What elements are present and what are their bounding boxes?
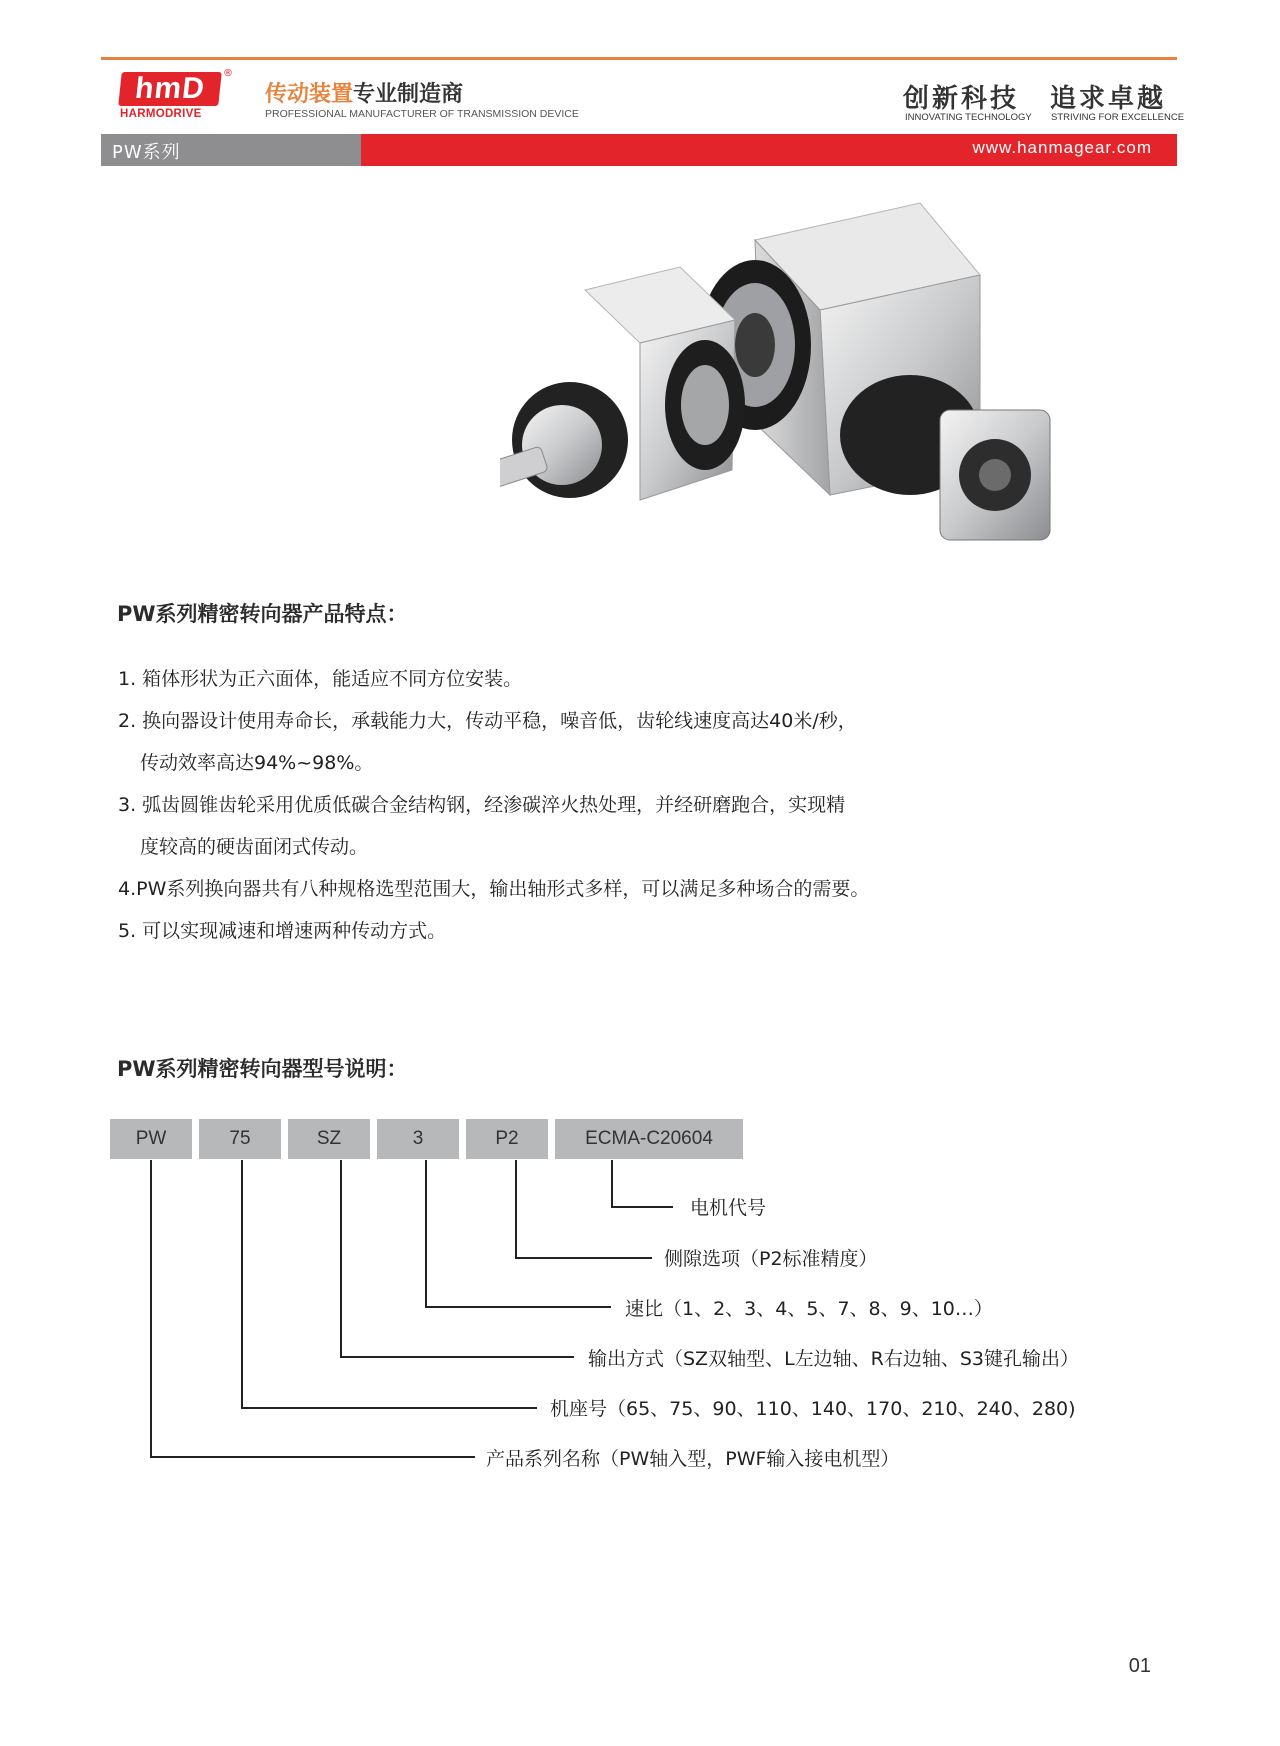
code-box-ratio: 3	[377, 1119, 459, 1159]
slogan-excellence-en: STRIVING FOR EXCELLENCE	[1051, 112, 1185, 123]
connector-output-v	[340, 1160, 342, 1357]
label-output-type: 输出方式（SZ双轴型、L左边轴、R右边轴、S3键孔输出）	[588, 1348, 1080, 1370]
gearbox-product-image	[500, 195, 1080, 565]
logo-wordmark: HARMODRIVE	[120, 108, 202, 120]
feature-3: 3. 弧齿圆锥齿轮采用优质低碳合金结构钢，经渗碳淬火热处理，并经研磨跑合，实现精	[118, 794, 846, 816]
feature-5: 5. 可以实现减速和增速两种传动方式。	[118, 920, 447, 942]
slogan-excellence: 追求卓越	[1050, 84, 1167, 114]
large-gearbox	[699, 203, 1050, 540]
label-motor-code: 电机代号	[690, 1197, 767, 1219]
connector-output-h	[340, 1356, 574, 1358]
connector-motor-v	[611, 1160, 613, 1207]
connector-series-h	[150, 1456, 475, 1458]
header-top-rule	[101, 57, 1177, 60]
logo-mark: hmD	[118, 72, 222, 106]
model-title: PW系列精密转向器型号说明：	[117, 1057, 408, 1081]
tagline-cn-part1: 传动装置	[265, 82, 354, 107]
feature-2-cont: 传动效率高达94%~98%。	[140, 752, 374, 774]
label-backlash: 侧隙选项（P2标准精度）	[664, 1248, 878, 1270]
feature-2: 2. 换向器设计使用寿命长，承载能力大，传动平稳，噪音低，齿轮线速度高达40米/秒，	[118, 710, 857, 732]
connector-frame-v	[241, 1160, 243, 1408]
feature-4: 4.PW系列换向器共有八种规格选型范围大，输出轴形式多样，可以满足多种场合的需要。	[118, 878, 870, 900]
connector-motor-h	[611, 1206, 673, 1208]
brand-logo	[120, 68, 233, 124]
slogan-innovation-en: INNOVATING TECHNOLOGY	[905, 112, 1032, 123]
label-ratio: 速比（1、2、3、4、5、7、8、9、10…）	[625, 1298, 993, 1320]
connector-ratio-v	[425, 1160, 427, 1307]
tagline-cn-part2: 专业制造商	[353, 82, 464, 107]
label-series-name: 产品系列名称（PW轴入型，PWF输入接电机型）	[486, 1448, 900, 1470]
feature-1: 1. 箱体形状为正六面体，能适应不同方位安装。	[118, 668, 523, 690]
code-box-backlash: P2	[466, 1119, 548, 1159]
registered-mark-icon: ®	[223, 68, 233, 79]
small-gearbox	[500, 267, 745, 500]
website-url[interactable]: www.hanmagear.com	[972, 138, 1152, 157]
label-frame-size: 机座号（65、75、90、110、140、170、210、240、280)	[550, 1398, 1076, 1420]
page-number: 01	[1128, 1655, 1151, 1677]
connector-backlash-v	[515, 1160, 517, 1258]
tagline-cn	[265, 77, 463, 108]
connector-ratio-h	[425, 1306, 611, 1308]
code-box-motor: ECMA-C20604	[555, 1119, 743, 1159]
code-box-frame-size: 75	[199, 1119, 281, 1159]
series-label: PW系列	[112, 142, 181, 163]
features-title: PW系列精密转向器产品特点：	[117, 602, 408, 626]
feature-3-cont: 度较高的硬齿面闭式传动。	[140, 836, 369, 858]
slogan-innovation: 创新科技	[903, 84, 1020, 114]
connector-backlash-h	[515, 1257, 652, 1259]
code-box-series: PW	[110, 1119, 192, 1159]
code-box-output-type: SZ	[288, 1119, 370, 1159]
connector-frame-h	[241, 1407, 537, 1409]
tagline-en: PROFESSIONAL MANUFACTURER OF TRANSMISSION DEVICE	[265, 108, 579, 120]
connector-series-v	[150, 1160, 152, 1457]
